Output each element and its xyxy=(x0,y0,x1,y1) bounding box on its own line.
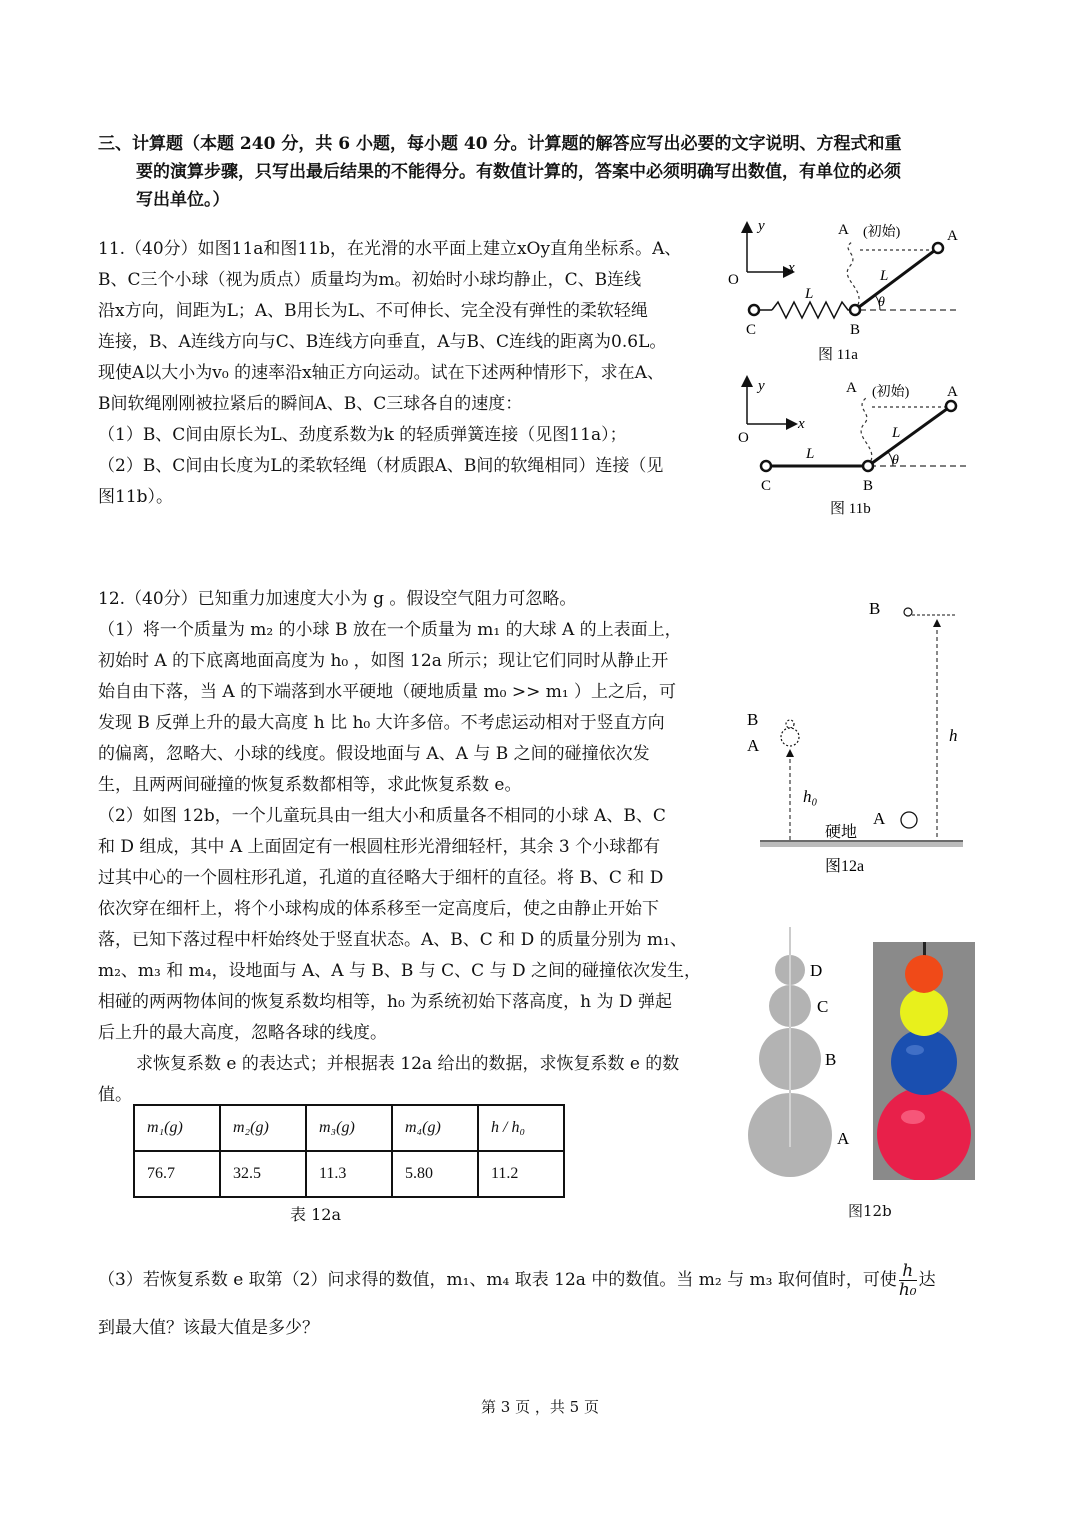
q12-line: 后上升的最大高度，忽略各球的线度。 xyxy=(98,1023,387,1043)
q12-3-line1 xyxy=(98,1262,988,1299)
photo-ball-red xyxy=(877,1087,971,1180)
table-header-cell: h / h₀ xyxy=(478,1105,564,1151)
section-heading-line3: 写出单位。） xyxy=(136,190,230,210)
label-l-rope: L xyxy=(892,425,901,441)
label-ground: 硬地 xyxy=(825,824,858,841)
table-cell: 76.7 xyxy=(134,1151,220,1197)
q11-line: 现使A以大小为v₀ 的速率沿x轴正方向运动。试在下述两种情形下，求在A、 xyxy=(98,363,664,383)
label-theta: θ xyxy=(878,295,885,310)
label-h: h xyxy=(949,726,958,745)
table-header-cell: m₄(g) xyxy=(392,1105,478,1151)
table-cell: 5.80 xyxy=(392,1151,478,1197)
label-l-spring: L xyxy=(805,286,814,302)
q11-line: 图11b）。 xyxy=(98,487,174,507)
figure-11b xyxy=(720,370,990,525)
q12-3-text-after: 达 xyxy=(918,1270,936,1290)
ball-c xyxy=(761,461,771,471)
label-a-init: A xyxy=(846,380,857,396)
question-11 xyxy=(98,234,708,513)
label-a-init: A xyxy=(838,222,849,238)
spring xyxy=(772,302,855,318)
table-row xyxy=(134,1151,564,1197)
label-b: B xyxy=(863,478,874,494)
label-x: x xyxy=(798,416,805,432)
table-12a xyxy=(133,1104,565,1198)
q12-3-text-before: （3）若恢复系数 e 取第（2）问求得的数值，m₁、m₄ 取表 12a 中的数值。当 m₂ 与 m₃ 取何值时，可使 xyxy=(98,1270,897,1290)
table-header-cell: m₃(g) xyxy=(306,1105,392,1151)
label-y: y xyxy=(758,378,765,394)
section-heading-line2: 要的演算步骤，只写出最后结果的不能得分。有数值计算的，答案中必须明确写出数值，有单位的必须 xyxy=(136,162,901,182)
ball-c xyxy=(749,305,759,315)
label-b-top: B xyxy=(869,599,881,618)
q12-ask-line: 值。 xyxy=(98,1085,132,1105)
label-b: B xyxy=(747,710,759,729)
q11-line: （1）B、C间由原长为L、劲度系数为k 的轻质弹簧连接（见图11a）； xyxy=(98,425,627,445)
page-footer: 第 3 页 ，共 5 页 xyxy=(481,1398,599,1416)
label-init: (初始) xyxy=(872,385,910,400)
table-cell: 32.5 xyxy=(220,1151,306,1197)
figure-11a xyxy=(720,210,990,370)
q11-line: （2）B、C间由长度为L的柔软轻绳（材质跟A、B间的软绳相同）连接（见 xyxy=(98,456,664,476)
ball-b-initial xyxy=(786,720,794,728)
fraction-denominator: h₀ xyxy=(898,1280,917,1300)
label-a: A xyxy=(837,1129,850,1148)
figure-12b-photo xyxy=(873,942,975,1180)
q11-line: 连接，B、A连线方向与C、B连线方向垂直，A与B、C连线的距离为0.6L。 xyxy=(98,332,667,352)
table-cell: 11.2 xyxy=(478,1151,564,1197)
q11-line: B间软绳刚刚被拉紧后的瞬间A、B、C三球各自的速度： xyxy=(98,394,523,414)
fraction-numerator: h xyxy=(899,1262,917,1281)
ball-b xyxy=(863,461,873,471)
label-c: C xyxy=(761,478,772,494)
label-x: x xyxy=(788,260,795,276)
table-header-cell: m₁(g) xyxy=(134,1105,220,1151)
q12-3-line2: 到最大值？该最大值是多少？ xyxy=(98,1318,319,1338)
label-init: (初始) xyxy=(863,225,901,240)
q12-line: 落，已知下落过程中杆始终处于竖直状态。A、B、C 和 D 的质量分别为 m₁、 xyxy=(98,930,687,950)
figure-12a-caption: 图12a xyxy=(825,858,865,875)
question-12 xyxy=(98,584,728,1111)
slack-rope xyxy=(861,398,872,466)
table-header-cell: m₂(g) xyxy=(220,1105,306,1151)
q12-line: 12.（40分）已知重力加速度大小为 g 。假设空气阻力可忽略。 xyxy=(98,589,577,609)
q12-line: 初始时 A 的下底离地面高度为 h₀ ，如图 12a 所示；现让它们同时从静止开 xyxy=(98,651,669,671)
label-a-ground: A xyxy=(873,809,886,828)
q12-line: 始自由下落，当 A 的下端落到水平硬地（硬地质量 m₀ >> m₁ ）上之后，可 xyxy=(98,682,677,702)
q11-line: B、C三个小球（视为质点）质量均为m。初始时小球均静止，C、B连线 xyxy=(98,270,642,290)
ground-hatch xyxy=(760,842,963,847)
photo-ball-blue xyxy=(891,1029,957,1095)
photo-balls xyxy=(873,942,975,1180)
label-o: O xyxy=(728,272,739,288)
label-o: O xyxy=(738,430,749,446)
figure-11a-caption: 图 11a xyxy=(818,347,858,363)
h-over-h0-fraction xyxy=(899,1262,917,1299)
ball-a xyxy=(933,243,943,253)
label-a: A xyxy=(947,384,958,400)
ball-a-ground xyxy=(901,812,917,828)
table-cell: 11.3 xyxy=(306,1151,392,1197)
section-heading xyxy=(98,130,988,214)
q12-line: （1）将一个质量为 m₂ 的小球 B 放在一个质量为 m₁ 的大球 A 的上表面上， xyxy=(98,620,682,640)
ball-b xyxy=(850,305,860,315)
figure-12b-caption: 图12b xyxy=(848,1202,892,1220)
table-header-row xyxy=(134,1105,564,1151)
ball-b-top xyxy=(904,608,912,616)
label-a: A xyxy=(747,736,760,755)
rope-ab xyxy=(855,248,938,310)
q11-line: 11.（40分）如图11a和图11b，在光滑的水平面上建立xOy直角坐标系。A、 xyxy=(98,239,682,259)
q12-line: 的偏离，忽略大、小球的线度。假设地面与 A、A 与 B 之间的碰撞依次发 xyxy=(98,744,650,764)
label-theta: θ xyxy=(892,453,899,468)
q12-line: 发现 B 反弹上升的最大高度 h 比 h₀ 大许多倍。不考虑运动相对于竖直方向 xyxy=(98,713,665,733)
q11-line: 沿x方向，间距为L；A、B用长为L、不可伸长、完全没有弹性的柔软轻绳 xyxy=(98,301,648,321)
label-b: B xyxy=(850,322,861,338)
q12-line: 和 D 组成，其中 A 上面固定有一根圆柱形光滑细轻杆，其余 3 个小球都有 xyxy=(98,837,661,857)
ball-a-initial xyxy=(781,728,799,746)
ball-a xyxy=(946,401,956,411)
photo-ball-yellow xyxy=(900,988,948,1036)
label-b: B xyxy=(825,1050,837,1069)
table-12a-caption: 表 12a xyxy=(290,1205,341,1224)
label-a: A xyxy=(947,228,958,244)
label-c: C xyxy=(817,997,829,1016)
q12-line: 生，且两两间碰撞的恢复系数都相等，求此恢复系数 e。 xyxy=(98,775,522,795)
label-l-bc: L xyxy=(806,446,815,462)
figure-12b-diagram xyxy=(745,922,870,1184)
question-12-part-3 xyxy=(98,1262,988,1345)
q12-line: （2）如图 12b，一个儿童玩具由一组大小和质量各不相同的小球 A、B、C xyxy=(98,806,666,826)
label-c: C xyxy=(746,322,757,338)
label-h0: h₀ xyxy=(803,787,818,806)
q12-line: m₂、m₃ 和 m₄，设地面与 A、A 与 B、B 与 C、C 与 D 之间的碰撞依次发生， xyxy=(98,961,702,981)
q12-ask-line: 求恢复系数 e 的表达式；并根据表 12a 给出的数据，求恢复系数 e 的数 xyxy=(136,1054,680,1074)
rope-ab xyxy=(868,406,951,466)
q12-line: 相碰的两两物体间的恢复系数均相等，h₀ 为系统初始下落高度，h 为 D 弹起 xyxy=(98,992,672,1012)
q12-line: 过其中心的一个圆柱形孔道，孔道的直径略大于细杆的直径。将 B、C 和 D xyxy=(98,868,664,888)
section-heading-line1: 三、计算题（本题 240 分，共 6 小题，每小题 40 分。计算题的解答应写出必要的文字说明、方程式和重 xyxy=(98,134,902,154)
label-d: D xyxy=(810,961,823,980)
photo-ball-orange xyxy=(905,955,943,993)
figure-11b-caption: 图 11b xyxy=(830,501,871,517)
slack-rope xyxy=(847,242,859,310)
q12-line: 依次穿在细杆上，将个小球构成的体系移至一定高度后，使之由静止开始下 xyxy=(98,899,659,919)
figure-12a xyxy=(745,595,975,880)
label-y: y xyxy=(758,218,765,234)
label-l-rope: L xyxy=(880,268,889,284)
